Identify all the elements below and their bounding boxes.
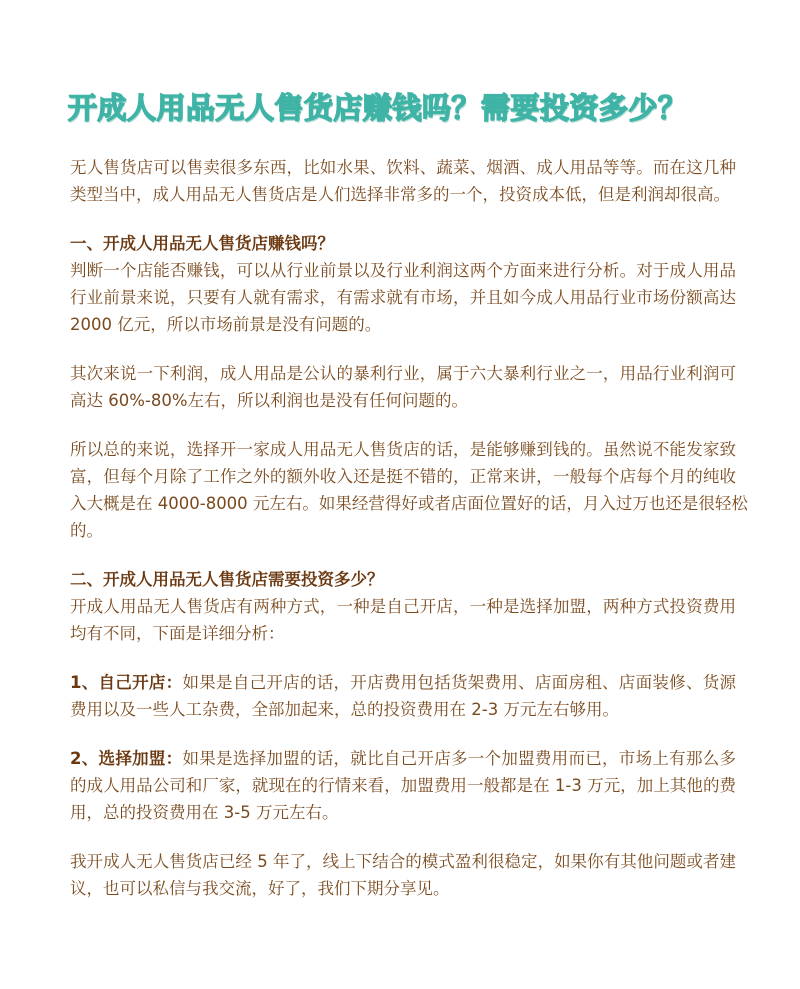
item-label: 2、选择加盟：: [70, 749, 183, 768]
text-line: 高达 60%-80%左右，所以利润也是没有任何问题的。: [70, 391, 469, 410]
article-body: [70, 154, 748, 902]
text-line: 判断一个店能否赚钱，可以从行业前景以及行业利润这两个方面来进行分析。对于成人用品: [70, 261, 736, 280]
text-line: 的。: [70, 521, 103, 540]
text-line: 我开成人无人售货店已经 5 年了，线上下结合的模式盈利很稳定，如果你有其他问题或者建: [70, 852, 736, 871]
text-line: 无人售货店可以售卖很多东西，比如水果、饮料、蔬菜、烟酒、成人用品等等。而在这几种: [70, 158, 736, 177]
section1-paragraph: [70, 257, 736, 338]
intro-paragraph: [70, 154, 736, 208]
text-line: 2000 亿元，所以市场前景是没有问题的。: [70, 315, 382, 334]
text-line: 议，也可以私信与我交流，好了，我们下期分享见。: [70, 879, 450, 898]
closing-paragraph: [70, 848, 736, 902]
text-line: 用，总的投资费用在 3-5 万元左右。: [70, 803, 339, 822]
text-line: 均有不同，下面是详细分析：: [70, 624, 285, 643]
text-line: 费用以及一些人工杂费，全部加起来，总的投资费用在 2-3 万元左右够用。: [70, 700, 619, 719]
own-store-item: [70, 669, 736, 723]
summary-paragraph: [70, 436, 748, 544]
text-line: 所以总的来说，选择开一家成人用品无人售货店的话，是能够赚到钱的。虽然说不能发家致: [70, 440, 736, 459]
text-line: 的成人用品公司和厂家，就现在的行情来看，加盟费用一般都是在 1-3 万元，加上其他的费: [70, 776, 736, 795]
item-label: 1、自己开店：: [70, 673, 183, 692]
text-line: 如果是自己开店的话，开店费用包括货架费用、店面房租、店面装修、货源: [182, 673, 737, 692]
text-line: 行业前景来说，只要有人就有需求，有需求就有市场，并且如今成人用品行业市场份额高达: [70, 288, 736, 307]
text-line: 如果是选择加盟的话，就比自己开店多一个加盟费用而已，市场上有那么多: [182, 749, 737, 768]
article-title: 开成人用品无人售货店赚钱吗？需要投资多少？: [68, 91, 688, 125]
section2-paragraph: [70, 593, 736, 647]
text-line: 类型当中，成人用品无人售货店是人们选择非常多的一个，投资成本低，但是利润却很高。: [70, 185, 730, 204]
profit-paragraph: [70, 360, 736, 414]
text-line: 其次来说一下利润，成人用品是公认的暴利行业，属于六大暴利行业之一，用品行业利润可: [70, 364, 736, 383]
text-line: 入大概是在 4000-8000 元左右。如果经营得好或者店面位置好的话，月入过万也还是很轻松: [70, 494, 748, 513]
text-line: 富，但每个月除了工作之外的额外收入还是挺不错的，正常来讲，一般每个店每个月的纯收: [70, 467, 736, 486]
text-line: 开成人用品无人售货店有两种方式，一种是自己开店，一种是选择加盟，两种方式投资费用: [70, 597, 736, 616]
franchise-item: [70, 745, 736, 826]
section1-heading: 一、开成人用品无人售货店赚钱吗？: [70, 234, 334, 253]
section2-heading: 二、开成人用品无人售货店需要投资多少？: [70, 570, 384, 589]
